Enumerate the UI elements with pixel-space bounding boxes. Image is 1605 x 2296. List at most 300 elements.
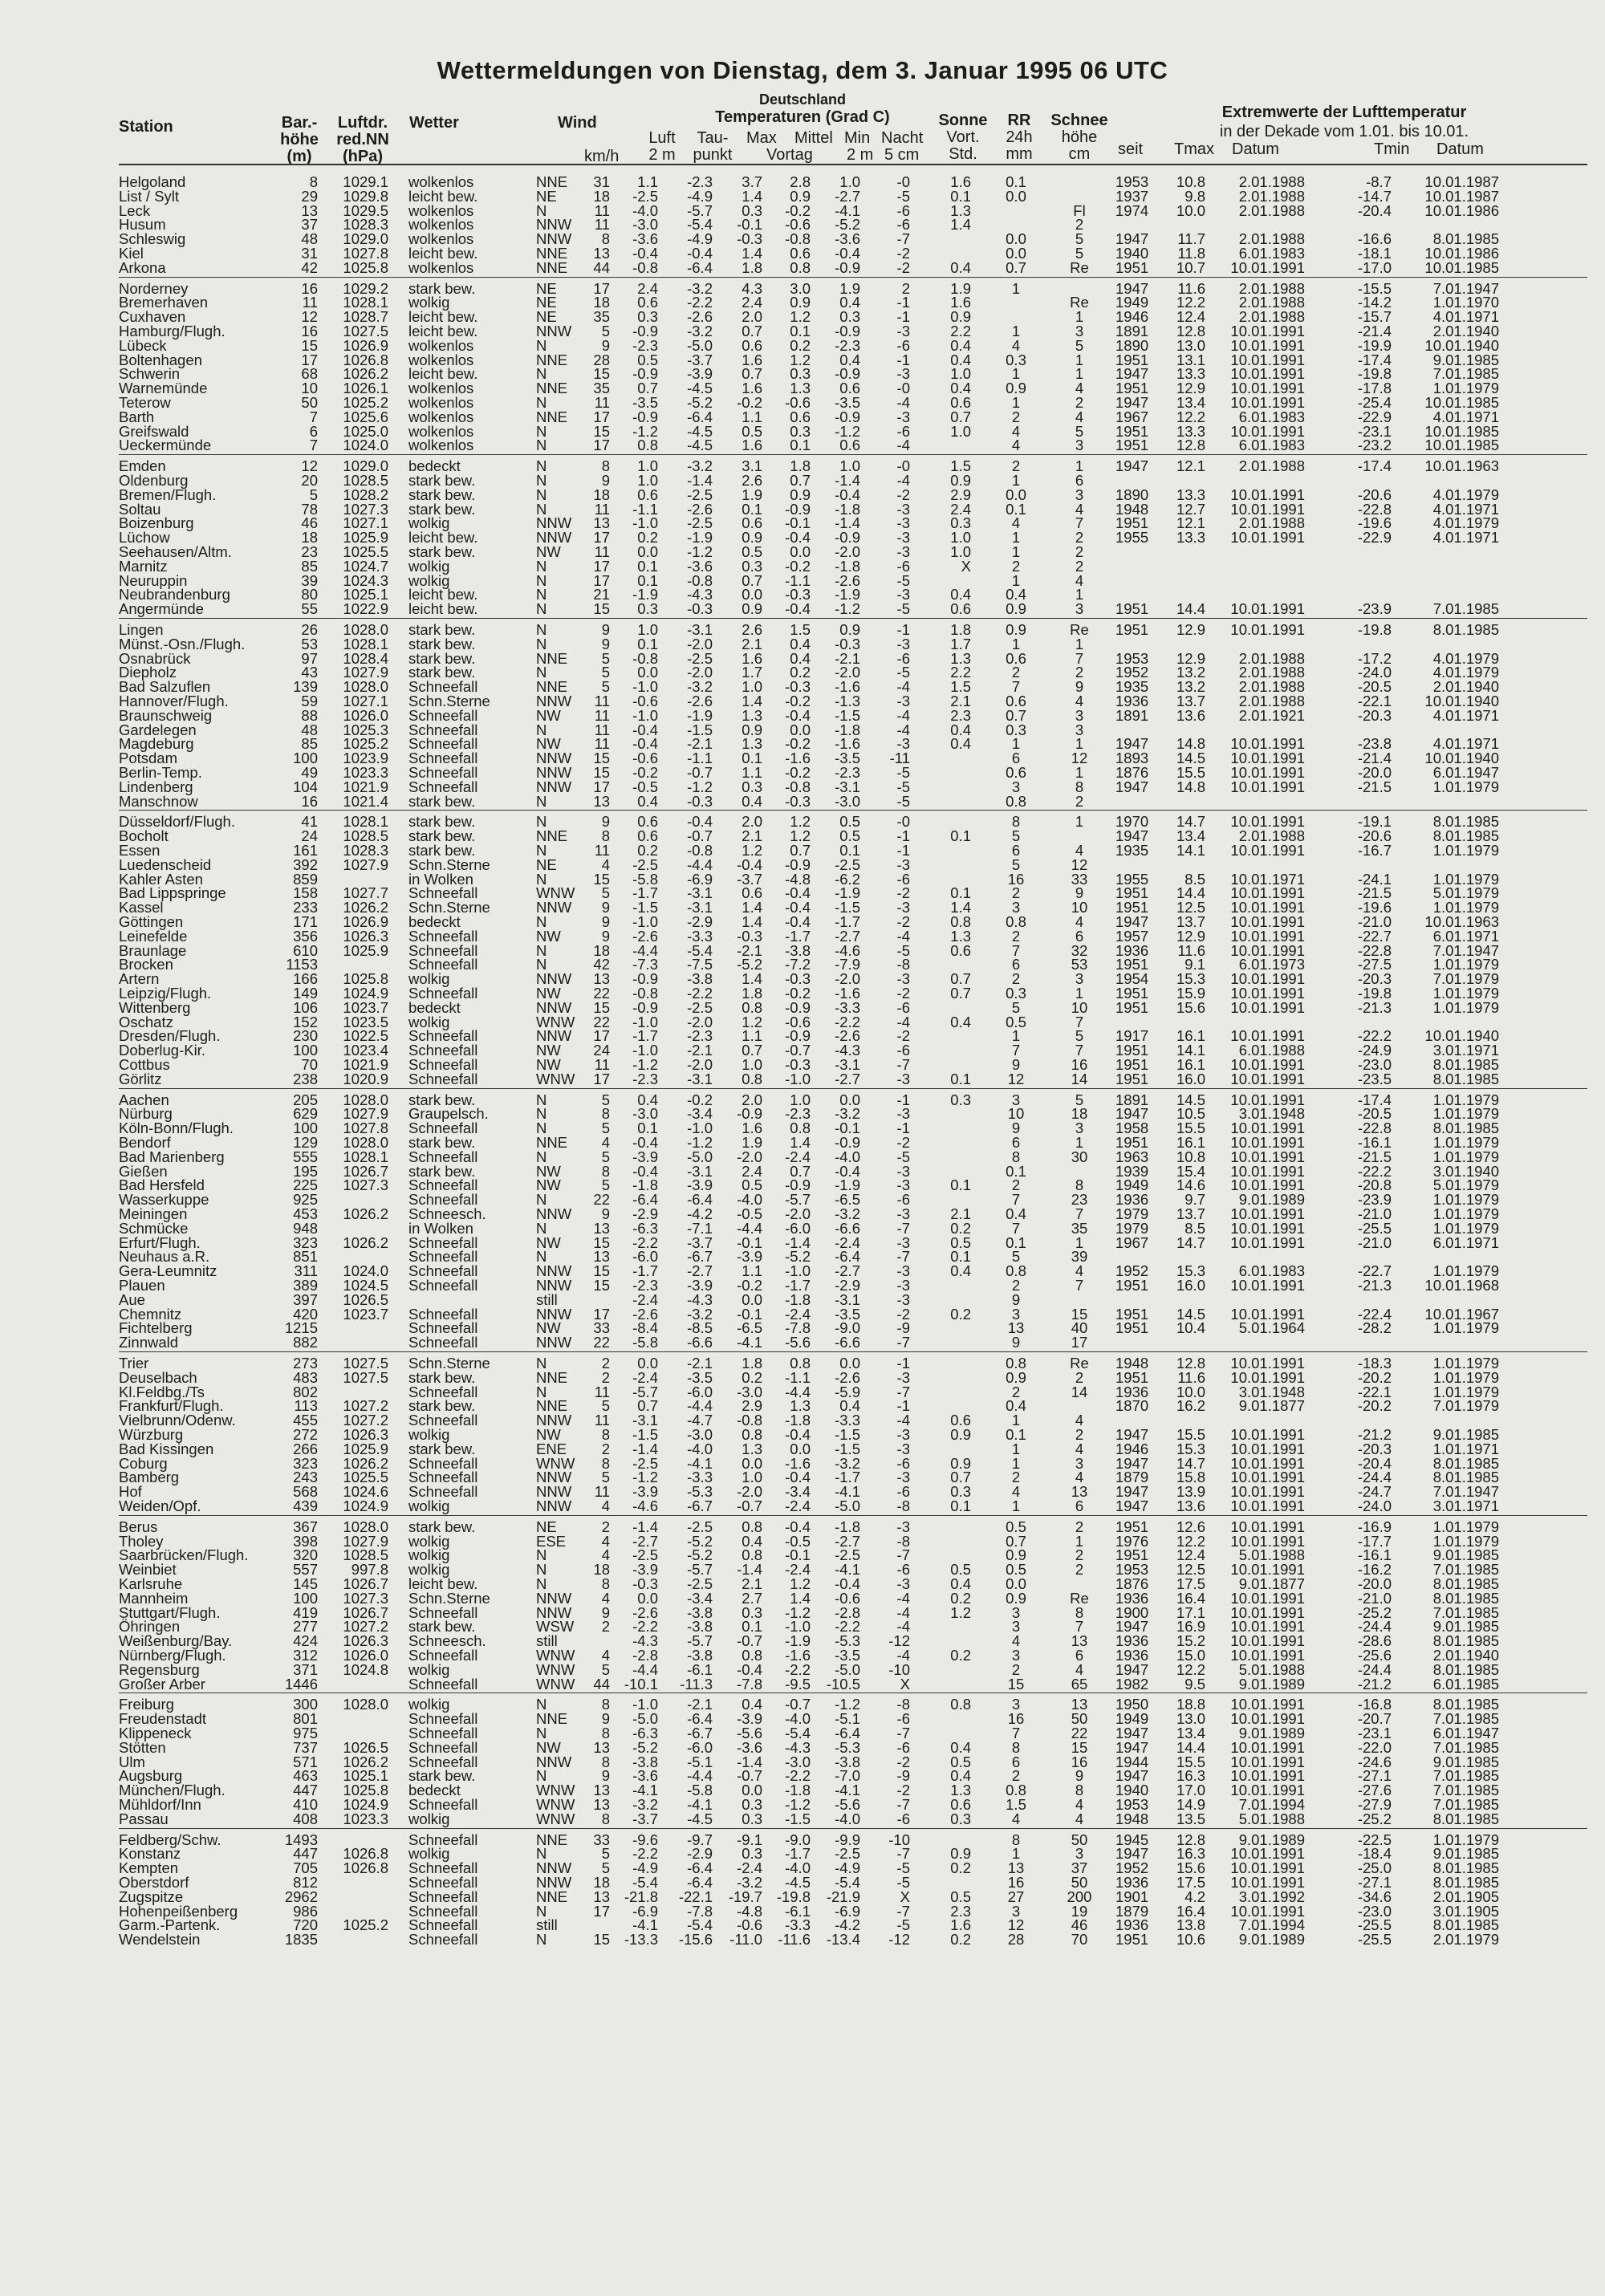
cell-min-2m: -1.6 — [835, 735, 860, 753]
cell-seit: 1947 — [1115, 1618, 1149, 1636]
cell-min-2m: -4.0 — [835, 1148, 860, 1165]
cell-station: Münst.-Osn./Flugh. — [119, 635, 246, 652]
cell-wind-richtung: WNW — [536, 1660, 575, 1678]
cell-seit: 1891 — [1115, 323, 1149, 339]
cell-max: -0.1 — [737, 216, 762, 234]
cell-wind-richtung: N — [536, 1845, 547, 1863]
cell-station: Frankfurt/Flugh. — [119, 1397, 224, 1415]
cell-rr: 16 — [1007, 870, 1025, 888]
cell-min-2m: -3.1 — [835, 1290, 860, 1308]
cell-station: List / Sylt — [119, 187, 180, 205]
cell-luft-2m: -1.0 — [632, 1013, 658, 1030]
cell-luft-2m: -5.8 — [632, 870, 658, 888]
cell-schnee: 7 — [1075, 1277, 1084, 1294]
cell-mittel: -0.3 — [785, 678, 811, 696]
cell-station: Erfurt/Flugh. — [119, 1233, 201, 1251]
cell-bar-hoehe: 812 — [293, 1874, 318, 1891]
cell-schnee: 5 — [1075, 245, 1084, 262]
cell-sonne: 1.4 — [950, 899, 971, 916]
cell-rr: 7 — [1011, 941, 1021, 959]
cell-taupunkt: -5.1 — [687, 1753, 713, 1770]
cell-sonne: 0.7 — [950, 408, 971, 425]
cell-max: 0.5 — [742, 1176, 762, 1194]
cell-taupunkt: -6.0 — [687, 1738, 713, 1756]
cell-max: 0.8 — [742, 1070, 762, 1087]
cell-mittel: -1.4 — [785, 1233, 811, 1251]
header-nacht: Nacht — [881, 129, 924, 147]
cell-tmin: -27.6 — [1357, 1782, 1392, 1799]
table-row — [0, 1660, 1605, 1678]
cell-luftdruck: 1026.0 — [343, 706, 388, 724]
cell-wind-kmh: 22 — [593, 1334, 610, 1351]
cell-wind-kmh: 8 — [601, 1696, 610, 1713]
cell-wetter: Schneefall — [408, 1675, 478, 1693]
cell-min-5cm: -6 — [896, 336, 910, 354]
cell-min-2m: -1.2 — [835, 600, 860, 618]
cell-luftdruck: 1025.9 — [343, 529, 388, 547]
cell-min-5cm: -3 — [896, 529, 910, 547]
cell-wind-kmh: 8 — [601, 230, 610, 248]
cell-seit: 1947 — [1115, 1483, 1149, 1501]
cell-wind-richtung: N — [536, 437, 547, 454]
cell-min-5cm: -3 — [896, 1162, 910, 1180]
cell-min-2m: -2.5 — [835, 1845, 860, 1863]
cell-tmax: 13.8 — [1176, 1916, 1205, 1934]
cell-mittel: -1.0 — [785, 1070, 811, 1087]
cell-wind-richtung: NW — [536, 927, 561, 945]
cell-wetter: Schneefall — [408, 884, 478, 902]
cell-wind-richtung: N — [536, 1355, 547, 1372]
cell-luftdruck: 1028.5 — [343, 1546, 388, 1564]
cell-luft-2m: -3.9 — [632, 1561, 658, 1579]
cell-luftdruck: 1029.0 — [343, 230, 388, 248]
cell-wind-richtung: WNW — [536, 1013, 575, 1030]
cell-luft-2m: 1.0 — [637, 621, 658, 638]
cell-mittel: -0.2 — [785, 735, 811, 753]
cell-wetter: stark bew. — [408, 1162, 476, 1180]
cell-datum-min: 10.01.1987 — [1424, 173, 1499, 190]
cell-wetter: stark bew. — [408, 543, 476, 560]
cell-tmin: -25.5 — [1357, 1219, 1392, 1237]
cell-taupunkt: -2.3 — [687, 173, 713, 190]
cell-wind-kmh: 9 — [601, 1767, 610, 1785]
cell-datum-min: 1.01.1979 — [1432, 1091, 1499, 1108]
cell-seit: 1891 — [1115, 706, 1149, 724]
cell-min-5cm: X — [900, 1675, 910, 1693]
cell-wind-richtung: WSW — [536, 1618, 575, 1636]
cell-taupunkt: -4.5 — [687, 1810, 713, 1827]
cell-min-2m: -2.6 — [835, 1368, 860, 1386]
cell-bar-hoehe: 356 — [293, 927, 318, 945]
cell-mittel: 1.2 — [790, 351, 811, 368]
cell-seit: 1949 — [1115, 294, 1149, 311]
cell-station: Düsseldorf/Flugh. — [119, 813, 235, 831]
cell-taupunkt: -6.7 — [687, 1725, 713, 1741]
cell-wind-richtung: NNW — [536, 899, 572, 916]
cell-wind-richtung: NNW — [536, 1589, 572, 1607]
cell-max: -3.7 — [737, 870, 762, 888]
cell-rr: 0.3 — [1006, 351, 1026, 368]
cell-mittel: 0.2 — [790, 664, 811, 681]
cell-datum-max: 9.01.1989 — [1238, 1191, 1305, 1209]
cell-taupunkt: -2.0 — [687, 1056, 713, 1073]
cell-station: Öhringen — [119, 1618, 181, 1636]
cell-schnee: 4 — [1075, 1262, 1084, 1280]
cell-max: 2.6 — [742, 472, 762, 489]
cell-wind-richtung: ESE — [536, 1532, 567, 1550]
cell-seit: 1979 — [1115, 1219, 1149, 1237]
cell-schnee: 7 — [1075, 1013, 1084, 1030]
cell-rr: 12 — [1007, 1916, 1025, 1934]
cell-rr: 0.9 — [1006, 380, 1026, 397]
cell-seit: 1936 — [1115, 941, 1149, 959]
cell-station: Cottbus — [119, 1056, 170, 1073]
cell-mittel: -0.8 — [785, 230, 811, 248]
cell-wind-kmh: 15 — [593, 1931, 610, 1949]
cell-min-2m: -2.2 — [835, 1618, 860, 1636]
cell-luftdruck: 1028.0 — [343, 1134, 388, 1151]
cell-datum-max: 10.01.1991 — [1230, 1134, 1305, 1151]
cell-tmin: -21.2 — [1357, 1675, 1392, 1693]
cell-schnee: 13 — [1071, 1632, 1088, 1650]
cell-luftdruck: 1026.2 — [343, 365, 388, 383]
cell-bar-hoehe: 389 — [293, 1277, 318, 1294]
cell-datum-max: 6.01.1983 — [1238, 437, 1305, 454]
cell-min-2m: -4.9 — [835, 1859, 860, 1877]
cell-luft-2m: -3.1 — [632, 1412, 658, 1429]
cell-seit: 1945 — [1115, 1831, 1149, 1848]
header-sonne: Sonne Vort. Std. — [938, 112, 988, 163]
cell-min-5cm: -6 — [896, 649, 910, 667]
cell-rr: 1 — [1011, 323, 1021, 339]
cell-wind-kmh: 13 — [593, 1219, 610, 1237]
cell-station: Würzburg — [119, 1426, 184, 1443]
cell-sonne: 0.1 — [950, 1070, 971, 1087]
cell-luft-2m: -0.6 — [632, 750, 658, 767]
cell-wind-richtung: N — [536, 1902, 547, 1920]
cell-tmin: -22.8 — [1357, 1120, 1392, 1137]
cell-station: Meiningen — [119, 1205, 188, 1222]
cell-station: Gießen — [119, 1162, 168, 1180]
cell-sonne: 0.1 — [950, 827, 971, 845]
cell-taupunkt: -4.5 — [687, 437, 713, 454]
cell-wetter: wolkig — [408, 1660, 450, 1678]
cell-taupunkt: -4.9 — [687, 230, 713, 248]
cell-bar-hoehe: 8 — [309, 173, 318, 190]
cell-wind-kmh: 8 — [601, 1105, 610, 1123]
cell-min-5cm: -5 — [896, 764, 910, 781]
cell-tmax: 11.7 — [1177, 230, 1205, 248]
cell-schnee: 3 — [1075, 1120, 1084, 1137]
cell-mittel: -3.4 — [785, 1483, 811, 1501]
cell-datum-min: 10.01.1968 — [1424, 1277, 1499, 1294]
cell-datum-min: 10.01.1967 — [1424, 1305, 1499, 1323]
cell-wetter: Schneefall — [408, 1191, 478, 1209]
cell-wetter: Graupelsch. — [408, 1105, 489, 1123]
cell-wetter: leicht bew. — [408, 529, 478, 547]
cell-wetter: Schneefall — [408, 1738, 478, 1756]
cell-bar-hoehe: 41 — [301, 813, 318, 831]
cell-luftdruck: 1026.9 — [343, 336, 388, 354]
cell-station: Köln-Bonn/Flugh. — [119, 1120, 234, 1137]
cell-station: Zinnwald — [119, 1334, 179, 1351]
cell-wind-kmh: 15 — [593, 365, 610, 383]
cell-bar-hoehe: 48 — [301, 721, 318, 738]
cell-min-2m: -3.3 — [835, 1412, 860, 1429]
cell-max: 2.7 — [742, 1589, 762, 1607]
cell-station: Saarbrücken/Flugh. — [119, 1546, 249, 1564]
cell-min-2m: -1.5 — [835, 1426, 860, 1443]
cell-bar-hoehe: 20 — [301, 472, 318, 489]
cell-datum-min: 1.01.1979 — [1432, 1148, 1499, 1165]
cell-wetter: Schneefall — [408, 1753, 478, 1770]
cell-rr: 28 — [1007, 1931, 1025, 1949]
cell-datum-max: 2.01.1988 — [1238, 678, 1305, 696]
cell-taupunkt: -6.4 — [687, 1859, 713, 1877]
cell-luft-2m: -2.2 — [632, 1845, 658, 1863]
cell-bar-hoehe: 15 — [301, 336, 318, 354]
cell-tmax: 14.7 — [1176, 813, 1205, 831]
cell-max: -0.3 — [737, 230, 762, 248]
cell-max: 0.1 — [742, 500, 762, 518]
cell-luftdruck: 1028.0 — [343, 621, 388, 638]
cell-max: 0.8 — [742, 1518, 762, 1535]
cell-min-2m: -0.6 — [835, 1589, 860, 1607]
cell-datum-max: 6.01.1988 — [1238, 1042, 1305, 1059]
cell-wind-richtung: N — [536, 664, 547, 681]
cell-wind-kmh: 8 — [601, 827, 610, 845]
cell-taupunkt: -4.2 — [687, 1205, 713, 1222]
cell-schnee: 2 — [1075, 529, 1084, 547]
cell-datum-max: 6.01.1983 — [1238, 408, 1305, 425]
cell-taupunkt: -4.1 — [687, 1454, 713, 1472]
cell-min-2m: -0.9 — [835, 323, 860, 339]
header-schnee: Schnee höhe cm — [1050, 112, 1108, 163]
cell-rr: 0.0 — [1006, 230, 1026, 248]
cell-min-5cm: -4 — [896, 678, 910, 696]
cell-luftdruck: 1026.5 — [343, 1738, 388, 1756]
cell-station: Stötten — [119, 1738, 166, 1756]
cell-tmax: 12.9 — [1176, 649, 1205, 667]
cell-wetter: leicht bew. — [408, 308, 478, 326]
cell-sonne: 2.3 — [950, 706, 971, 724]
cell-mittel: -6.0 — [785, 1219, 811, 1237]
cell-wind-kmh: 33 — [593, 1319, 610, 1337]
cell-bar-hoehe: 7 — [309, 408, 318, 425]
cell-tmax: 14.1 — [1176, 1042, 1205, 1059]
cell-bar-hoehe: 100 — [293, 750, 318, 767]
cell-min-5cm: -3 — [896, 1368, 910, 1386]
cell-tmin: -28.2 — [1357, 1319, 1392, 1337]
cell-luftdruck: 1028.7 — [343, 308, 388, 326]
cell-seit: 1958 — [1115, 1120, 1149, 1137]
cell-wind-kmh: 17 — [593, 1902, 610, 1920]
cell-sonne: 1.0 — [950, 422, 971, 440]
cell-tmax: 14.1 — [1176, 842, 1205, 859]
cell-luft-2m: -4.1 — [632, 1782, 658, 1799]
cell-wind-richtung: N — [536, 1575, 547, 1592]
cell-wind-richtung: NNE — [536, 1831, 568, 1848]
cell-min-2m: -0.9 — [835, 408, 860, 425]
cell-max: 0.3 — [742, 1810, 762, 1827]
cell-rr: 5 — [1011, 998, 1021, 1016]
cell-min-2m: -3.6 — [835, 230, 860, 248]
cell-min-2m: -2.6 — [835, 1027, 860, 1045]
cell-bar-hoehe: 802 — [293, 1383, 318, 1400]
cell-wind-kmh: 11 — [594, 500, 610, 518]
cell-sonne: 0.1 — [950, 1176, 971, 1194]
cell-tmax: 14.8 — [1176, 735, 1205, 753]
cell-schnee: 13 — [1071, 1483, 1088, 1501]
cell-min-2m: -0.4 — [835, 1575, 860, 1592]
cell-datum-min: 4.01.1979 — [1432, 486, 1499, 503]
cell-max: -0.1 — [737, 1233, 762, 1251]
cell-station: Regensburg — [119, 1660, 200, 1678]
cell-wetter: wolkenlos — [408, 173, 474, 190]
cell-luft-2m: 0.1 — [637, 571, 658, 589]
cell-luftdruck: 1024.3 — [343, 571, 388, 589]
cell-station: Braunlage — [119, 941, 187, 959]
cell-min-5cm: -3 — [896, 635, 910, 652]
cell-mittel: -0.9 — [785, 855, 811, 873]
cell-datum-min: 1.01.1979 — [1432, 1191, 1499, 1209]
cell-wind-richtung: NW — [536, 1176, 561, 1194]
cell-rr: 7 — [1011, 1191, 1021, 1209]
cell-bar-hoehe: 859 — [293, 870, 318, 888]
cell-bar-hoehe: 720 — [293, 1916, 318, 1934]
cell-datum-min: 9.01.1985 — [1432, 1546, 1499, 1564]
cell-mittel: -5.6 — [785, 1334, 811, 1351]
cell-datum-min: 7.01.1985 — [1432, 1603, 1499, 1621]
cell-min-5cm: -4 — [896, 1603, 910, 1621]
cell-min-2m: 0.3 — [839, 308, 860, 326]
cell-wetter: stark bew. — [408, 1091, 476, 1108]
cell-schnee: 4 — [1075, 913, 1084, 930]
cell-rr: 0.0 — [1006, 486, 1026, 503]
cell-luftdruck: 1025.2 — [343, 1916, 388, 1934]
cell-mittel: 0.8 — [790, 258, 811, 276]
cell-luftdruck: 1029.2 — [343, 279, 388, 297]
cell-max: -0.5 — [737, 1205, 762, 1222]
cell-rr: 2 — [1011, 1383, 1021, 1400]
cell-min-2m: -6.6 — [835, 1334, 860, 1351]
cell-bar-hoehe: 17 — [301, 351, 318, 368]
cell-datum-min: 1.01.1979 — [1432, 778, 1499, 795]
cell-datum-max: 10.01.1991 — [1230, 750, 1305, 767]
cell-wind-richtung: N — [536, 571, 547, 589]
cell-bar-hoehe: 161 — [293, 842, 318, 859]
cell-schnee: Re — [1070, 621, 1089, 638]
cell-bar-hoehe: 195 — [293, 1162, 318, 1180]
cell-min-5cm: -4 — [896, 706, 910, 724]
cell-luft-2m: -4.0 — [632, 201, 658, 219]
cell-luft-2m: -1.5 — [632, 899, 658, 916]
cell-luftdruck: 1027.5 — [343, 323, 388, 339]
cell-bar-hoehe: 277 — [293, 1618, 318, 1636]
cell-schnee: 3 — [1075, 486, 1084, 503]
cell-taupunkt: -1.2 — [687, 543, 713, 560]
cell-wetter: wolkig — [408, 1497, 450, 1514]
cell-min-5cm: -4 — [896, 927, 910, 945]
table-row — [0, 438, 1605, 453]
cell-datum-min: 6.01.1947 — [1432, 1725, 1499, 1741]
cell-tmin: -22.9 — [1357, 529, 1392, 547]
cell-wind-kmh: 9 — [601, 813, 610, 831]
cell-rr: 4 — [1011, 1632, 1021, 1650]
cell-seit: 1951 — [1115, 1931, 1149, 1949]
cell-luft-2m: -1.0 — [632, 514, 658, 532]
cell-taupunkt: -3.9 — [687, 365, 713, 383]
cell-taupunkt: -3.1 — [687, 884, 713, 902]
cell-min-5cm: -2 — [896, 1134, 910, 1151]
cell-tmin: -17.4 — [1357, 351, 1392, 368]
cell-luftdruck: 1025.2 — [343, 735, 388, 753]
cell-datum-max: 10.01.1991 — [1230, 1233, 1305, 1251]
cell-rr: 0.4 — [1006, 1397, 1026, 1415]
cell-luft-2m: 0.7 — [637, 380, 658, 397]
header-bar-hoehe: Bar.- höhe (m) — [280, 114, 319, 165]
cell-tmax: 11.8 — [1177, 245, 1205, 262]
cell-tmin: -24.6 — [1357, 1753, 1392, 1770]
cell-wetter: Schneefall — [408, 1931, 478, 1949]
cell-min-5cm: -2 — [896, 258, 910, 276]
cell-min-2m: -2.7 — [835, 927, 860, 945]
cell-min-5cm: -8 — [896, 956, 910, 973]
cell-datum-min: 1.01.1979 — [1432, 1368, 1499, 1386]
cell-wetter: wolkenlos — [408, 351, 474, 368]
cell-datum-min: 9.01.1985 — [1432, 1618, 1499, 1636]
cell-schnee: 4 — [1075, 1412, 1084, 1429]
cell-min-2m: -4.1 — [835, 1483, 860, 1501]
cell-station: Oldenburg — [119, 472, 189, 489]
cell-seit: 1893 — [1115, 750, 1149, 767]
cell-min-5cm: -2 — [896, 1305, 910, 1323]
cell-wind-richtung: N — [536, 486, 547, 503]
cell-tmax: 16.9 — [1176, 1618, 1205, 1636]
cell-datum-min: 3.01.1905 — [1432, 1902, 1499, 1920]
cell-mittel: 0.8 — [790, 1355, 811, 1372]
cell-tmax: 16.3 — [1176, 1845, 1205, 1863]
cell-wetter: Schneesch. — [408, 1632, 486, 1650]
cell-mittel: -2.2 — [785, 1660, 811, 1678]
cell-bar-hoehe: 455 — [293, 1412, 318, 1429]
cell-seit: 1890 — [1115, 486, 1149, 503]
cell-rr: 3 — [1011, 1603, 1021, 1621]
cell-max: -3.9 — [737, 1710, 762, 1728]
cell-max: 0.4 — [742, 1532, 762, 1550]
cell-min-5cm: -3 — [896, 1440, 910, 1457]
cell-rr: 2 — [1011, 1469, 1021, 1486]
cell-tmin: -16.7 — [1357, 842, 1392, 859]
cell-wetter: Schn.Sterne — [408, 855, 490, 873]
cell-tmax: 15.5 — [1176, 1426, 1205, 1443]
cell-wetter: stark bew. — [408, 827, 476, 845]
cell-wetter: Schneefall — [408, 1859, 478, 1877]
cell-taupunkt: -3.2 — [687, 678, 713, 696]
cell-wind-richtung: NNW — [536, 1305, 572, 1323]
cell-luftdruck: 1028.1 — [343, 294, 388, 311]
cell-sonne: 2.2 — [950, 664, 971, 681]
cell-tmin: -19.6 — [1357, 514, 1392, 532]
cell-datum-max: 2.01.1988 — [1238, 230, 1305, 248]
cell-datum-max: 10.01.1991 — [1230, 842, 1305, 859]
cell-seit: 1951 — [1115, 351, 1149, 368]
cell-datum-max: 2.01.1988 — [1238, 187, 1305, 205]
cell-datum-max: 9.01.1989 — [1238, 1675, 1305, 1693]
cell-luft-2m: -1.0 — [632, 706, 658, 724]
cell-wind-kmh: 4 — [601, 855, 610, 873]
cell-rr: 7 — [1011, 678, 1021, 696]
